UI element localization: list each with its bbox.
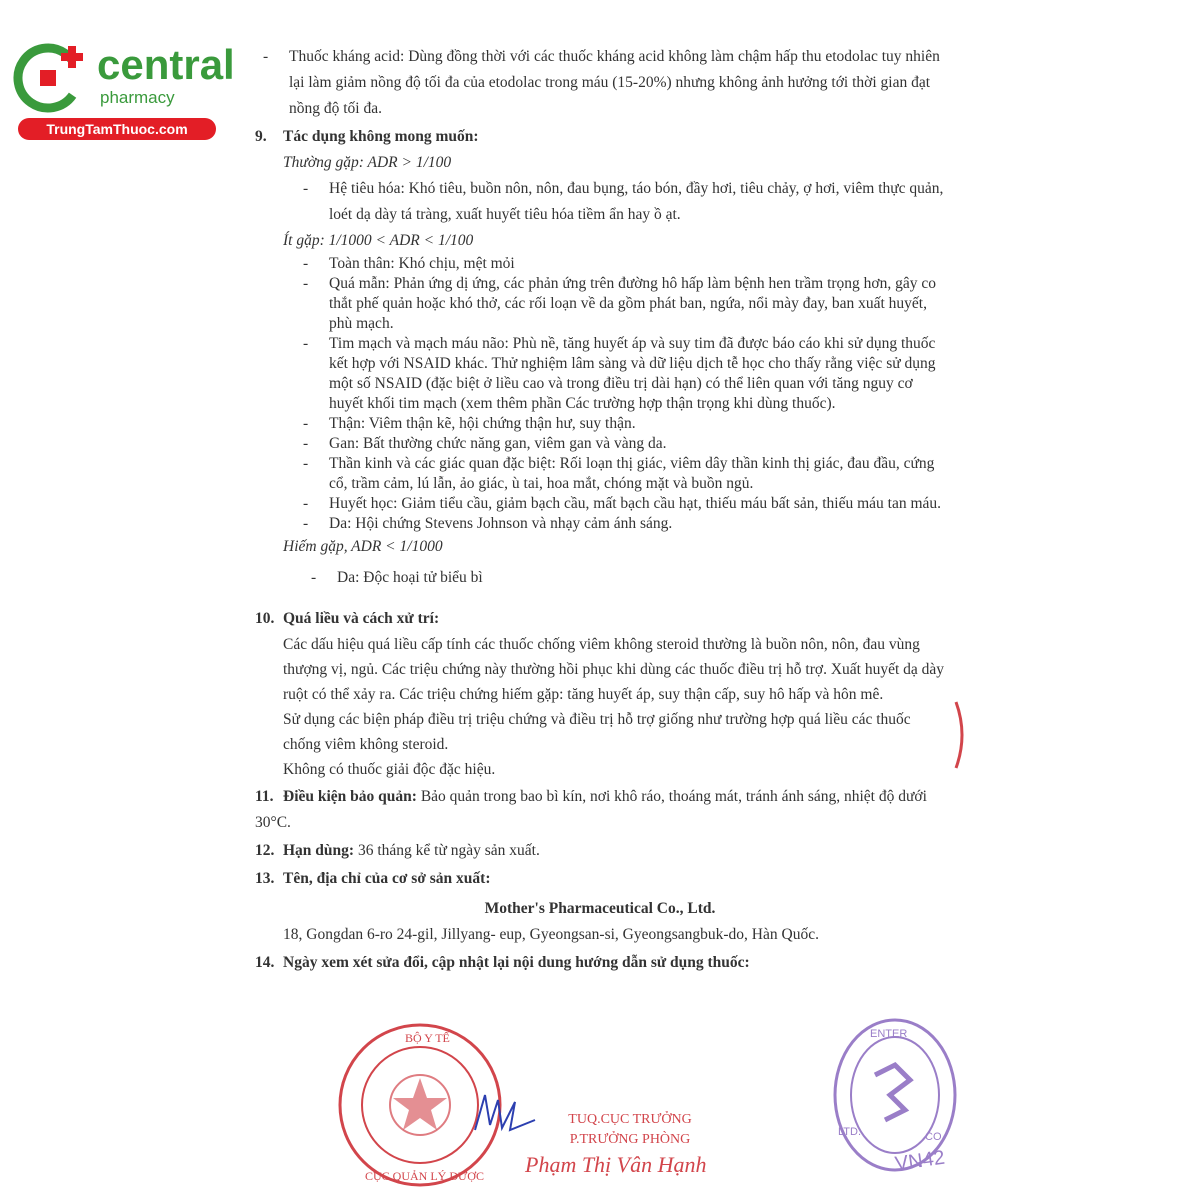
frequency-label-rare: Hiếm gặp, ADR < 1/1000	[283, 538, 443, 555]
svg-text:CỤC QUẢN LÝ DƯỢC: CỤC QUẢN LÝ DƯỢC	[365, 1169, 484, 1183]
list-item: - Quá mẫn: Phản ứng dị ứng, các phản ứng trên đường hô hấp làm bệnh hen trầm trọng hơn, gây co thắt phế quản hoặc khó thở, các rối loạn về da gồm phát ban, ngứa, nổi mày đay, ban xuất huyết, phù mạch.	[303, 274, 945, 334]
frequency-label-uncommon: Ít gặp: 1/1000 < ADR < 1/100	[283, 232, 474, 249]
margin-mark	[952, 700, 968, 770]
overdose-paragraph-1: Các dấu hiệu quá liều cấp tính các thuốc chống viêm không steroid thường là buồn nôn, nôn, đau vùng thượng vị, ngủ. Các triệu chứng này thường hồi phục khi dùng các thuốc điều trị hỗ trợ. Xuất huyết dạ dày ruột có thể xảy ra. Các triệu chứng hiếm gặp: tăng huyết áp, suy thận cấp, suy hô hấp và hôn mê.	[283, 636, 945, 703]
svg-text:LTD.: LTD.	[838, 1126, 862, 1138]
overdose-paragraph-2: Sử dụng các biện pháp điều trị triệu chứng và điều trị hỗ trợ giống như trường hợp quá liều các thuốc chống viêm không steroid.	[283, 711, 911, 753]
manufacturer-address: 18, Gongdan 6-ro 24-gil, Jillyang- eup, Gyeongsan-si, Gyeongsangbuk-do, Hàn Quốc.	[283, 926, 819, 943]
section-title: Tác dụng không mong muốn:	[283, 128, 479, 145]
logo-url-badge: TrungTamThuoc.com	[18, 118, 216, 140]
list-item: - Huyết học: Giảm tiểu cầu, giảm bạch cầu, mất bạch cầu hạt, thiếu máu bất sản, thiếu máu tan máu.	[303, 494, 945, 514]
section-title: Ngày xem xét sửa đổi, cập nhật lại nội dung hướng dẫn sử dụng thuốc:	[283, 954, 750, 971]
section-number: 12.	[255, 842, 275, 859]
overdose-paragraph-3: Không có thuốc giải độc đặc hiệu.	[283, 761, 496, 778]
section-14-heading	[255, 950, 945, 976]
brand-logo	[12, 38, 235, 138]
svg-text:BỘ Y TẾ: BỘ Y TẾ	[405, 1031, 450, 1045]
intro-bullet: - Thuốc kháng acid: Dùng đồng thời với các thuốc kháng acid không làm chậm hấp thu etodolac tuy nhiên lại làm giảm nồng độ tối đa của etodolac trong máu (15-20%) nhưng không ảnh hưởng tới thời gian đạt nồng độ tối đa.	[255, 44, 945, 122]
frequency-label-common: Thường gặp: ADR > 1/100	[283, 154, 452, 171]
list-item: - Thần kinh và các giác quan đặc biệt: Rối loạn thị giác, viêm dây thần kinh thị giác, đau đầu, cứng cổ, trầm cảm, lú lẫn, ảo giác, ù tai, hoa mắt, chóng mặt và buồn ngủ.	[303, 454, 945, 494]
section-9-heading	[255, 124, 945, 150]
section-13-heading	[255, 866, 945, 892]
signatory-block	[555, 1110, 705, 1150]
section-title: Hạn dùng:	[283, 842, 355, 859]
list-item: - Da: Hội chứng Stevens Johnson và nhạy cảm ánh sáng.	[303, 514, 945, 534]
list-item: - Gan: Bất thường chức năng gan, viêm gan và vàng da.	[303, 434, 945, 454]
list-item: - Thận: Viêm thận kẽ, hội chứng thận hư, suy thận.	[303, 414, 945, 434]
shelf-life-text: 36 tháng kể từ ngày sản xuất.	[357, 842, 540, 859]
signatory-name: Phạm Thị Vân Hạnh	[525, 1152, 707, 1177]
list-item: - Tim mạch và mạch máu não: Phù nề, tăng huyết áp và suy tim đã được báo cáo khi sử dụng thuốc kết hợp với NSAID khác. Thử nghiệm lâm sàng và dữ liệu dịch tễ học cho thấy rằng việc sử dụng một số NSAID (đặc biệt ở liều cao và trong điều trị dài hạn) có thể liên quan với tăng nguy cơ huyết khối tim mạch (xem thêm phần Các trường hợp thận trọng khi dùng thuốc).	[303, 334, 945, 414]
list-item: - Hệ tiêu hóa: Khó tiêu, buồn nôn, nôn, đau bụng, táo bón, đầy hơi, tiêu chảy, ợ hơi, viêm thực quản, loét dạ dày tá tràng, xuất huyết tiêu hóa tiềm ẩn hay ồ ạt.	[303, 176, 945, 228]
section-number: 11.	[255, 788, 274, 805]
section-number: 9.	[255, 128, 267, 145]
section-title: Quá liều và cách xử trí:	[283, 610, 440, 627]
section-12	[255, 838, 945, 864]
pharmacy-cross-icon	[12, 38, 92, 118]
storage-text: Bảo quản trong bao bì kín, nơi khô ráo, thoáng mát, tránh ánh sáng, nhiệt độ dưới 30°C.	[255, 788, 927, 831]
svg-text:ENTER: ENTER	[870, 1028, 908, 1040]
rare-effects-list	[255, 568, 945, 588]
logo-subtitle: pharmacy	[100, 88, 175, 107]
section-number: 14.	[255, 954, 275, 971]
list-item: - Da: Độc hoại tử biểu bì	[311, 568, 945, 588]
section-title: Tên, địa chỉ của cơ sở sản xuất:	[283, 870, 491, 887]
section-number: 13.	[255, 870, 275, 887]
document-body	[255, 44, 945, 976]
logo-wordmark: central	[97, 41, 235, 88]
common-effects-list	[255, 176, 945, 228]
signature-scribble	[470, 1090, 540, 1140]
section-number: 10.	[255, 610, 275, 627]
section-10-heading	[255, 606, 945, 632]
uncommon-effects-list	[255, 254, 945, 534]
signatory-title-1: TUQ.CỤC TRƯỞNG	[568, 1112, 692, 1127]
section-title: Điều kiện bảo quản:	[283, 788, 417, 805]
svg-text:CO.: CO.	[925, 1131, 945, 1143]
signatory-title-2: P.TRƯỞNG PHÒNG	[569, 1132, 691, 1147]
list-item: - Toàn thân: Khó chịu, mệt mỏi	[303, 254, 945, 274]
initials-mark: VN42	[893, 1146, 947, 1176]
section-11	[255, 784, 945, 836]
manufacturer-name: Mother's Pharmaceutical Co., Ltd.	[484, 900, 716, 917]
